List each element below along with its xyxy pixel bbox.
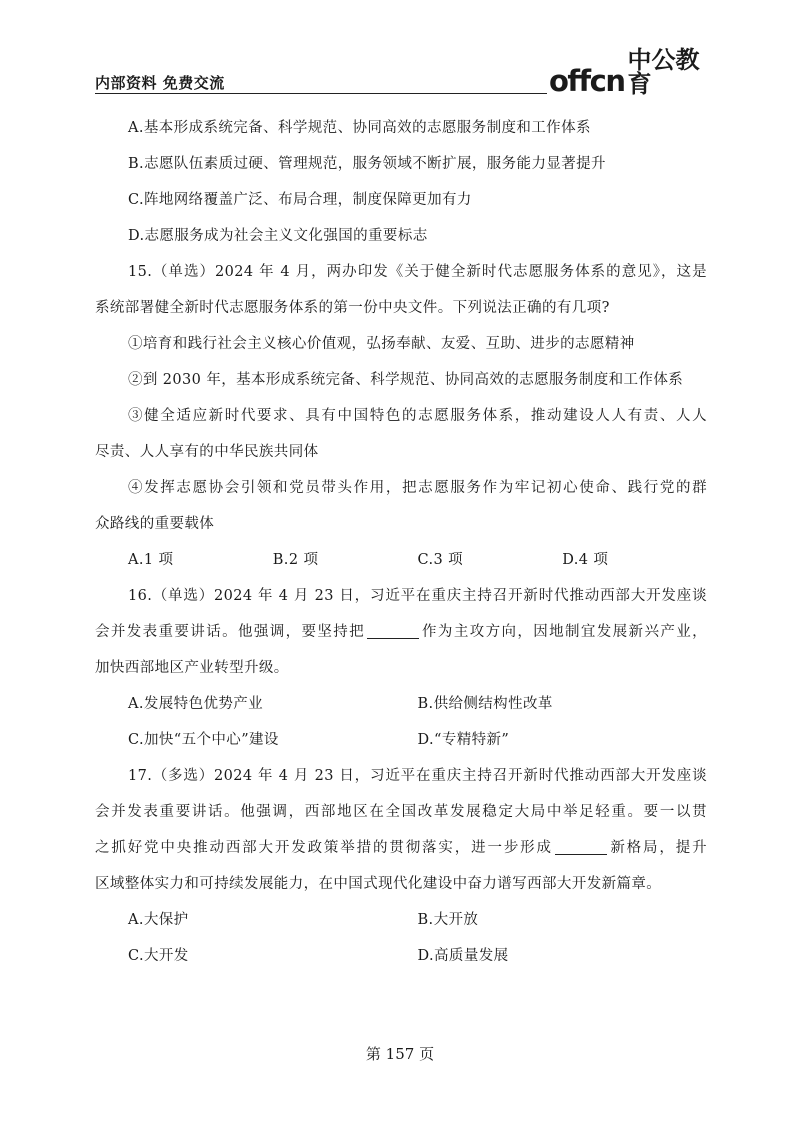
q16-stem-2b: 作为主攻方向，因地制宜发展新兴产业， (421, 624, 707, 640)
q17-stem-line-4: 区域整体实力和可持续发展能力，在中国式现代化建设中奋力谱写西部大开发新篇章。 (95, 876, 662, 892)
q17-stem-3a: 之抓好党中央推动西部大开发政策举措的贯彻落实，进一步形成 (95, 840, 553, 856)
q15-option-d: D.4 项 (562, 552, 609, 568)
q17-option-b: B.大开放 (417, 912, 479, 928)
page-header (95, 46, 710, 98)
q16-options-ab (95, 686, 707, 722)
q17-stem-line-2: 会并发表重要讲话。他强调，西部地区在全国改革发展稳定大局中举足轻重。要一以贯 (95, 804, 707, 820)
q16-stem-line-2 (95, 614, 707, 650)
q15-statement-4-line-1: ④发挥志愿协会引领和党员带头作用，把志愿服务作为牢记初心使命、践行党的群 (128, 480, 707, 496)
q15-option-a: A.1 项 (128, 552, 174, 568)
q15-statement-3-line-2: 尽责、人人享有的中华民族共同体 (95, 444, 319, 460)
logo-chinese: 中公教育 (627, 46, 700, 98)
q16-blank (367, 624, 419, 640)
q15-statement-2: ②到 2030 年，基本形成系统完备、科学规范、协同高效的志愿服务制度和工作体系 (128, 372, 684, 388)
logo-english: offcn (549, 64, 625, 98)
q17-stem-3b: 新格局，提升 (608, 840, 707, 856)
header-rule (95, 93, 547, 94)
q16-option-b: B.供给侧结构性改革 (417, 696, 553, 712)
q15-statement-1: ①培育和践行社会主义核心价值观，弘扬奉献、友爱、互助、进步的志愿精神 (128, 336, 635, 352)
q15-option-b: B.2 项 (272, 552, 319, 568)
q14-option-a: A.基本形成系统完备、科学规范、协同高效的志愿服务制度和工作体系 (128, 120, 591, 136)
q14-option-b: B.志愿队伍素质过硬、管理规范，服务领域不断扩展，服务能力显著提升 (128, 156, 606, 172)
q15-stem-line-1: 15.（单选）2024 年 4 月，两办印发《关于健全新时代志愿服务体系的意见》，这是 (128, 264, 707, 280)
q15-stem-line-2: 系统部署健全新时代志愿服务体系的第一份中央文件。下列说法正确的有几项? (95, 300, 610, 316)
q15-options (95, 542, 707, 578)
q14-option-c: C.阵地网络覆盖广泛、布局合理，制度保障更加有力 (128, 192, 472, 208)
page-content (95, 110, 707, 974)
q17-stem-line-1: 17.（多选）2024 年 4 月 23 日，习近平在重庆主持召开新时代推动西部大开发座谈 (128, 768, 707, 784)
q16-stem-2a: 会并发表重要讲话。他强调，要坚持把 (95, 624, 366, 640)
q16-option-d: D.“专精特新” (417, 732, 510, 748)
q16-option-a: A.发展特色优势产业 (128, 696, 264, 712)
header-label: 内部资料 免费交流 (95, 74, 225, 92)
q16-stem-line-3: 加快西部地区产业转型升级。 (95, 660, 289, 676)
q15-statement-4-line-2: 众路线的重要载体 (95, 516, 215, 532)
q17-option-c: C.大开发 (128, 948, 189, 964)
q17-stem-line-3 (95, 830, 707, 866)
q16-options-cd (95, 722, 707, 758)
q17-options-ab (95, 902, 707, 938)
q15-statement-3-line-1: ③健全适应新时代要求、具有中国特色的志愿服务体系，推动建设人人有责、人人 (128, 408, 707, 424)
q17-options-cd (95, 938, 707, 974)
q17-option-a: A.大保护 (128, 912, 189, 928)
q16-option-c: C.加快“五个中心”建设 (128, 732, 279, 748)
q16-stem-line-1: 16.（单选）2024 年 4 月 23 日，习近平在重庆主持召开新时代推动西部大开发座谈 (128, 588, 707, 604)
page-number: 第 157 页 (365, 1045, 435, 1063)
q14-option-d: D.志愿服务成为社会主义文化强国的重要标志 (128, 228, 428, 244)
q17-option-d: D.高质量发展 (417, 948, 509, 964)
q15-option-c: C.3 项 (417, 552, 464, 568)
q17-blank (555, 840, 607, 856)
offcn-logo (549, 46, 710, 98)
